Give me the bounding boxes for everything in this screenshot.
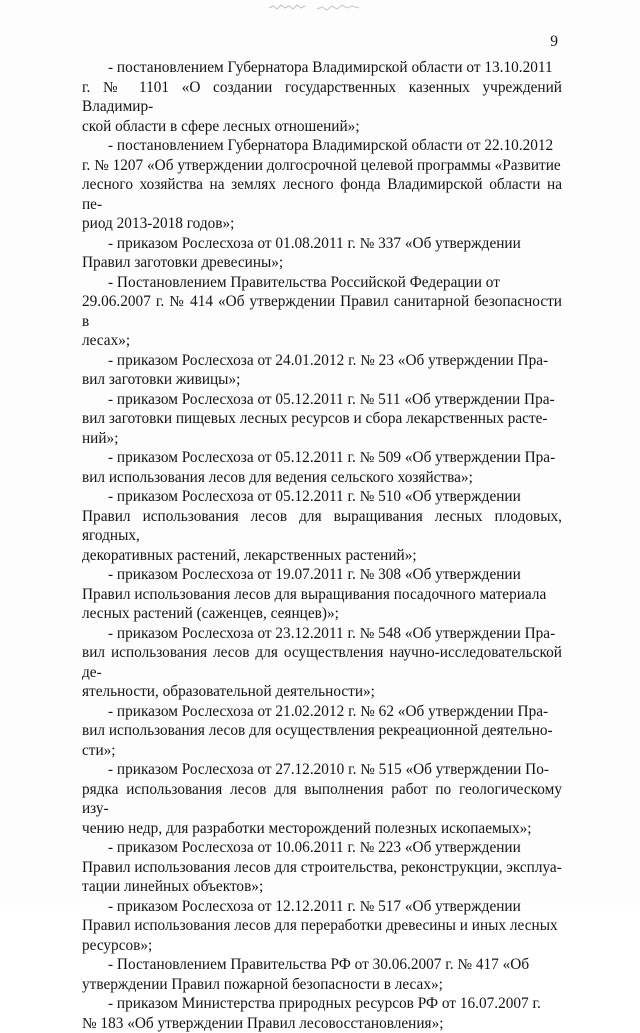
- paragraph: - приказом Рослесхоза от 19.07.2011 г. № 308 «Об утверждении Правил использования лесов для выращивания посадочного материала лесных растений (саженцев, сеянцев)»;: [82, 566, 547, 622]
- paragraph: - приказом Рослесхоза от 01.08.2011 г. № 337 «Об утверждении Правил заготовки древесины»;: [82, 234, 521, 271]
- paragraph: - приказом Рослесхоза от 10.06.2011 г. № 223 «Об утверждении Правил использования лесов для строительства, реконструкции, эксплуа- тации линейных объектов»;: [82, 839, 562, 895]
- paragraph: - приказом Министерства природных ресурсов РФ от 16.07.2007 г. № 183 «Об утверждении Правил лесовосстановления»;: [82, 995, 541, 1032]
- paragraph: - постановлением Губернатора Владимирской области от 22.10.2012 г. № 1207 «Об утверждении долгосрочной целевой программы «Развитие лесного хозяйства на землях лесного фонда Владимирской области на пе- риод 2013-2018 годов»;: [82, 137, 562, 232]
- paragraph: - приказом Рослесхоза от 27.12.2010 г. № 515 «Об утверждении По- рядка использования лесов для выполнения работ по геологическому изу- чению недр, для разработки месторождений полезных ископаемых»;: [82, 761, 562, 837]
- paragraph: - приказом Рослесхоза от 05.12.2011 г. № 511 «Об утверждении Пра- вил заготовки пищевых лесных ресурсов и сбора лекарственных расте- ний»;: [82, 390, 555, 447]
- paragraph: - приказом Рослесхоза от 05.12.2011 г. № 509 «Об утверждении Пра- вил использования лесов для ведения сельского хозяйства»;: [82, 449, 556, 486]
- scan-artifact-mark: [268, 2, 306, 12]
- paragraph: - постановлением Губернатора Владимирской области от 13.10.2011 г. № 1101 «О создании государственных казенных учреждений Владимир- ской области в сфере лесных отношений»;: [82, 59, 562, 135]
- paragraph: - Постановлением Правительства РФ от 30.06.2007 г. № 417 «Об утверждении Правил пожарной безопасности в лесах»;: [82, 956, 530, 993]
- paragraph: - приказом Рослесхоза от 23.12.2011 г. № 548 «Об утверждении Пра- вил использования лесов для осуществления научно-исследовательской де- ятельности, образовательной деятельности»;: [82, 624, 562, 700]
- page-number: 9: [550, 33, 558, 50]
- paragraph: - приказом Рослесхоза от 05.12.2011 г. № 510 «Об утверждении Правил использования лесов для выращивания лесных плодовых, ягодных, декоративных растений, лекарственных растений»;: [82, 488, 562, 564]
- document-body: [82, 58, 562, 1033]
- paragraph: - Постановлением Правительства Российской Федерации от 29.06.2007 г. № 414 «Об утверждении Правил санитарной безопасности в лесах»;: [82, 273, 562, 349]
- paragraph: - приказом Рослесхоза от 24.01.2012 г. № 23 «Об утверждении Пра- вил заготовки живицы»;: [82, 351, 549, 388]
- paragraph: - приказом Рослесхоза от 12.12.2011 г. № 517 «Об утверждении Правил использования лесов для переработки древесины и иных лесных ресурсов»;: [82, 897, 558, 954]
- paragraph: - приказом Рослесхоза от 21.02.2012 г. № 62 «Об утверждении Пра- вил использования лесов для осуществления рекреационной деятельно- сти»;: [82, 702, 553, 759]
- scan-artifact-mark: [316, 2, 360, 12]
